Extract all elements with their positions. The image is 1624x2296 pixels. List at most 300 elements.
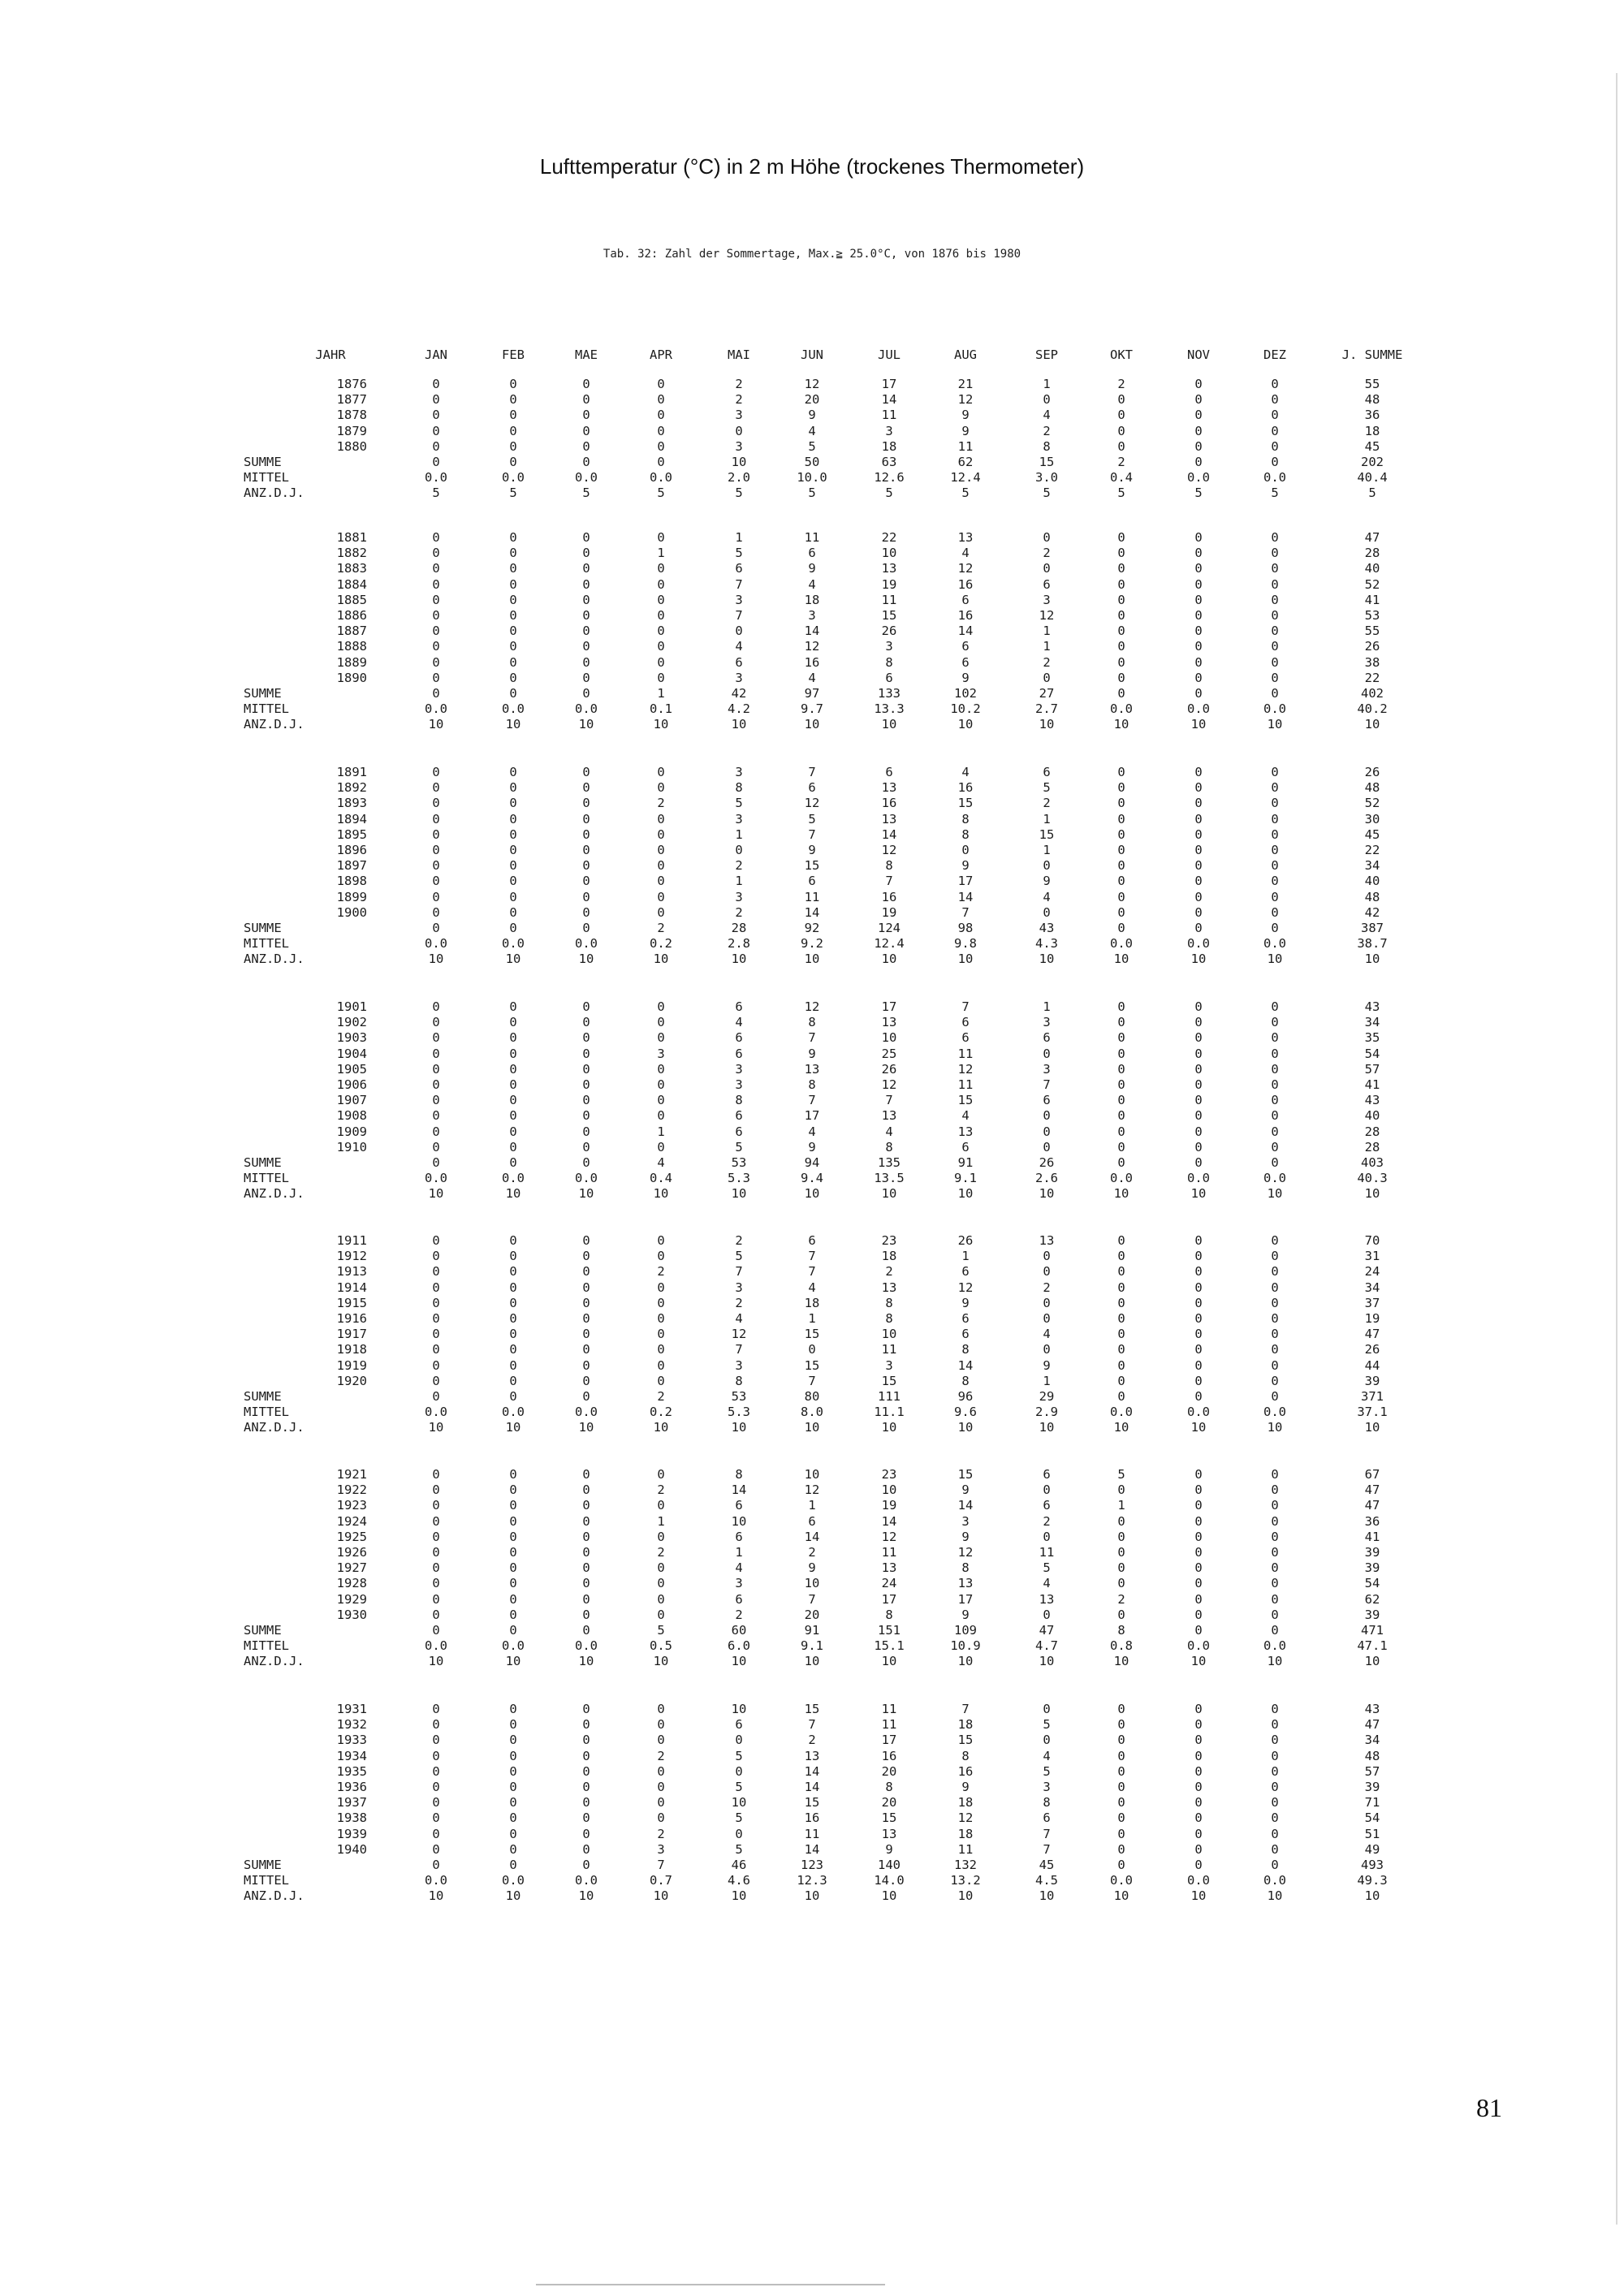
summary-cell-anz: 10 [804,717,820,732]
table-cell: 0 [657,1560,665,1576]
table-cell: 0 [582,1124,590,1139]
table-cell: 0 [1043,1139,1051,1154]
summary-cell-mittel: 2.8 [728,936,750,952]
table-cell: 0 [1194,670,1203,685]
table-cell: 47 [1364,1498,1380,1513]
table-cell: 0 [582,1810,590,1826]
year-cell: 1939 [336,1826,367,1841]
table-cell: 48 [1364,1748,1380,1763]
table-cell: 1 [808,1498,816,1513]
table-cell: 0 [657,392,665,408]
table-cell: 0 [1117,1795,1125,1810]
table-cell: 2 [657,1748,665,1763]
table-cell: 3 [735,1280,743,1295]
table-cell: 6 [808,874,816,889]
table-cell: 0 [582,392,590,408]
table-cell: 6 [735,1717,743,1733]
table-cell: 4 [735,1015,743,1030]
table-cell: 6 [735,1108,743,1124]
summary-cell-mittel: 0.0 [425,1638,447,1654]
table-cell: 10 [804,1467,820,1482]
table-cell: 0 [1194,1357,1203,1373]
table-cell: 0 [582,1576,590,1591]
table-cell: 18 [881,1249,897,1264]
table-cell: 7 [808,1717,816,1733]
table-cell: 7 [808,765,816,779]
table-cell: 6 [961,1327,970,1342]
table-cell: 0 [432,1748,440,1763]
table-cell: 0 [432,1780,440,1794]
table-cell: 15 [881,1373,897,1388]
table-cell: 0 [582,796,590,811]
table-cell: 12 [881,1077,897,1092]
table-cell: 0 [1117,1030,1125,1046]
table-cell: 0 [1271,377,1279,391]
table-cell: 8 [885,1295,893,1310]
table-cell: 3 [657,1841,665,1857]
table-cell: 0 [509,408,517,423]
table-cell: 55 [1364,377,1380,391]
summary-cell-anz: 10 [653,1186,669,1202]
table-cell: 0 [1117,639,1125,654]
table-cell: 0 [509,843,517,857]
summary-cell-anz: 10 [1267,1186,1283,1202]
table-cell: 2 [735,1607,743,1622]
table-cell: 0 [1117,1093,1125,1108]
table-cell: 0 [432,1077,440,1092]
table-cell: 0 [509,874,517,889]
table-cell: 0 [1271,654,1279,670]
summary-cell-summe: 151 [878,1623,901,1638]
table-cell: 0 [1271,1108,1279,1124]
summary-cell-summe: 42 [731,686,747,701]
year-cell: 1934 [336,1748,367,1763]
summary-cell-mittel: 0.0 [502,701,525,717]
summary-cell-anz: 10 [1039,1420,1055,1435]
table-cell: 19 [881,576,897,592]
summary-cell-summe: 5 [657,1623,665,1638]
summary-cell-mittel: 13.3 [874,701,905,717]
table-cell: 2 [808,1733,816,1748]
table-cell: 3 [1043,1780,1051,1794]
table-cell: 3 [961,1513,970,1529]
table-cell: 57 [1364,1763,1380,1779]
year-cell: 1891 [336,765,367,779]
table-cell: 0 [1271,1327,1279,1342]
table-cell: 18 [957,1795,974,1810]
table-cell: 0 [1194,1311,1203,1326]
summary-cell-summe: 0 [432,1155,440,1170]
summary-cell-mittel: 0.0 [1263,1405,1286,1420]
table-cell: 0 [657,765,665,779]
table-cell: 6 [961,639,970,654]
table-cell: 6 [1043,1093,1051,1108]
summary-cell-anz: 10 [957,1186,974,1202]
table-cell: 16 [957,576,974,592]
table-cell: 0 [509,1529,517,1544]
table-cell: 0 [1194,1529,1203,1544]
table-cell: 3 [735,1576,743,1591]
summary-cell-summe: 28 [731,921,747,935]
summary-cell-summe: 133 [878,686,901,701]
table-cell: 52 [1364,576,1380,592]
table-cell: 0 [1271,904,1279,920]
table-cell: 0 [582,1607,590,1622]
summary-cell-mittel: 13.5 [874,1171,905,1186]
table-cell: 14 [804,624,820,639]
table-cell: 0 [1271,423,1279,438]
summary-cell-summe: 62 [957,455,974,469]
year-cell: 1926 [336,1545,367,1560]
table-cell: 8 [961,1373,970,1388]
table-cell: 0 [509,1124,517,1139]
table-cell: 0 [1271,796,1279,811]
table-cell: 16 [881,1748,897,1763]
table-cell: 0 [432,1826,440,1841]
summary-cell-summe: 0 [1117,1389,1125,1404]
table-cell: 0 [1194,1077,1203,1092]
table-cell: 15 [804,1357,820,1373]
summary-cell-mittel: 0.0 [502,1638,525,1654]
table-cell: 0 [1194,561,1203,576]
table-cell: 0 [1271,1702,1279,1716]
table-cell: 0 [1117,624,1125,639]
table-cell: 47 [1364,1482,1380,1498]
table-cell: 0 [1194,392,1203,408]
summary-cell-anz: 5 [961,486,970,501]
summary-cell-mittel: 0.0 [1187,1638,1210,1654]
table-cell: 0 [1271,1295,1279,1310]
column-header: SEP [1035,347,1058,362]
table-cell: 0 [657,999,665,1014]
table-cell: 0 [657,1373,665,1388]
summary-label-summe: SUMME [244,1623,282,1638]
table-cell: 8 [808,1077,816,1092]
table-cell: 11 [957,1046,974,1061]
table-cell: 14 [957,624,974,639]
summary-cell-summe: 0 [1271,1623,1279,1638]
summary-cell-mittel: 0.0 [1263,936,1286,952]
table-cell: 5 [1043,1763,1051,1779]
table-cell: 0 [1271,592,1279,607]
table-cell: 4 [1043,1748,1051,1763]
summary-cell-anz: 5 [808,486,816,501]
table-cell: 0 [1117,874,1125,889]
table-cell: 0 [509,1030,517,1046]
table-cell: 8 [735,1467,743,1482]
summary-cell-mittel: 10.0 [797,470,827,486]
table-cell: 0 [1194,377,1203,391]
table-cell: 17 [804,1108,820,1124]
table-cell: 8 [885,1139,893,1154]
summary-cell-anz: 10 [1364,1888,1380,1904]
table-cell: 18 [881,438,897,454]
table-cell: 0 [657,874,665,889]
table-cell: 9 [808,408,816,423]
year-cell: 1902 [336,1015,367,1030]
table-cell: 0 [509,1607,517,1622]
table-cell: 0 [1117,1342,1125,1357]
table-cell: 45 [1364,826,1380,842]
summary-cell-mittel: 40.4 [1357,470,1388,486]
summary-cell-anz: 10 [505,717,521,732]
summary-cell-summe: 0 [1271,686,1279,701]
table-cell: 0 [582,1139,590,1154]
summary-cell-anz: 10 [1190,952,1207,967]
page-number: 81 [1476,2093,1502,2122]
table-cell: 0 [1194,1139,1203,1154]
table-cell: 0 [432,999,440,1014]
table-cell: 0 [657,1357,665,1373]
table-cell: 0 [657,639,665,654]
table-cell: 54 [1364,1046,1380,1061]
table-cell: 0 [509,1763,517,1779]
summary-cell-anz: 5 [582,486,590,501]
table-cell: 41 [1364,1529,1380,1544]
table-cell: 10 [731,1795,747,1810]
summary-cell-mittel: 0.0 [1187,1171,1210,1186]
summary-label-mittel: MITTEL [244,1638,289,1654]
table-cell: 0 [1117,654,1125,670]
table-cell: 9 [1043,874,1051,889]
table-cell: 0 [1271,576,1279,592]
table-cell: 8 [808,1015,816,1030]
table-cell: 15 [957,796,974,811]
year-cell: 1897 [336,858,367,874]
summary-label-summe: SUMME [244,1389,282,1404]
summary-cell-summe: 0 [432,1858,440,1872]
table-cell: 10 [804,1576,820,1591]
table-cell: 3 [885,1357,893,1373]
table-cell: 0 [1194,1733,1203,1748]
table-cell: 8 [885,858,893,874]
table-cell: 0 [509,1576,517,1591]
summary-cell-summe: 43 [1039,921,1055,935]
table-cell: 0 [657,1810,665,1826]
summary-cell-anz: 10 [1267,952,1283,967]
table-cell: 8 [885,1311,893,1326]
table-cell: 0 [582,1249,590,1264]
table-cell: 0 [1271,608,1279,623]
table-cell: 2 [657,1826,665,1841]
table-cell: 3 [735,438,743,454]
table-cell: 0 [657,1295,665,1310]
summary-cell-summe: 0 [1194,1155,1203,1170]
table-cell: 0 [1271,1015,1279,1030]
table-cell: 23 [881,1233,897,1248]
table-cell: 0 [1043,1311,1051,1326]
summary-label-mittel: MITTEL [244,936,289,952]
summary-cell-summe: 2 [1117,455,1125,469]
table-cell: 0 [432,1513,440,1529]
year-cell: 1889 [336,654,367,670]
summary-cell-anz: 10 [1364,1654,1380,1669]
year-cell: 1907 [336,1093,367,1108]
summary-cell-anz: 10 [1190,1654,1207,1669]
table-cell: 9 [885,1841,893,1857]
summary-label-mittel: MITTEL [244,470,289,486]
year-cell: 1925 [336,1529,367,1544]
table-cell: 0 [1194,608,1203,623]
table-cell: 0 [509,1015,517,1030]
table-cell: 0 [1194,1748,1203,1763]
table-cell: 8 [961,1560,970,1576]
table-cell: 0 [582,624,590,639]
table-cell: 0 [1194,1124,1203,1139]
table-cell: 0 [1117,1373,1125,1388]
summary-label-summe: SUMME [244,455,282,469]
table-cell: 0 [1271,1560,1279,1576]
summary-cell-summe: 63 [881,455,897,469]
summary-cell-anz: 5 [509,486,517,501]
summary-cell-mittel: 4.6 [728,1873,750,1888]
summary-cell-anz: 5 [1043,486,1051,501]
table-cell: 11 [804,530,820,545]
table-cell: 0 [1043,1482,1051,1498]
table-cell: 26 [1364,765,1380,779]
table-cell: 14 [731,1482,747,1498]
table-cell: 0 [1194,1841,1203,1857]
table-cell: 3 [657,1046,665,1061]
table-cell: 0 [432,592,440,607]
table-cell: 0 [432,1373,440,1388]
table-cell: 0 [657,438,665,454]
table-cell: 0 [509,1311,517,1326]
table-cell: 0 [1117,1560,1125,1576]
page-title: Lufttemperatur (°C) in 2 m Höhe (trockenes Thermometer) [539,154,1085,179]
table-cell: 71 [1364,1795,1380,1810]
summary-cell-mittel: 0.0 [1263,1638,1286,1654]
table-cell: 0 [1117,1233,1125,1248]
table-cell: 0 [509,1841,517,1857]
table-cell: 0 [1117,1545,1125,1560]
table-cell: 0 [657,1529,665,1544]
table-cell: 0 [582,1717,590,1733]
summary-cell-anz: 10 [653,952,669,967]
year-cell: 1884 [336,576,367,592]
table-cell: 51 [1364,1826,1380,1841]
table-cell: 14 [957,1498,974,1513]
table-cell: 26 [1364,639,1380,654]
table-cell: 4 [735,1311,743,1326]
table-cell: 18 [804,1295,820,1310]
table-cell: 0 [657,1015,665,1030]
summary-cell-summe: 26 [1039,1155,1055,1170]
table-cell: 0 [1194,546,1203,561]
year-cell: 1899 [336,889,367,904]
year-cell: 1913 [336,1264,367,1280]
table-cell: 0 [509,1467,517,1482]
table-cell: 11 [957,438,974,454]
summary-cell-mittel: 0.0 [502,1405,525,1420]
table-cell: 0 [509,1748,517,1763]
table-cell: 16 [804,1810,820,1826]
table-cell: 7 [808,1093,816,1108]
table-cell: 0 [1194,765,1203,779]
summary-cell-summe: 10 [731,455,747,469]
table-cell: 0 [509,1795,517,1810]
table-cell: 0 [657,1093,665,1108]
table-cell: 0 [509,377,517,391]
summary-cell-anz: 5 [885,486,893,501]
table-cell: 4 [1043,1327,1051,1342]
summary-cell-summe: 0 [432,686,440,701]
summary-cell-anz: 10 [1364,952,1380,967]
table-cell: 6 [961,1139,970,1154]
summary-cell-anz: 10 [428,1888,444,1904]
table-cell: 0 [1043,1249,1051,1264]
table-cell: 0 [1117,796,1125,811]
table-cell: 0 [582,1327,590,1342]
table-cell: 0 [1043,1607,1051,1622]
table-cell: 24 [881,1576,897,1591]
table-cell: 0 [509,1357,517,1373]
table-cell: 9 [961,1529,970,1544]
table-cell: 3 [885,423,893,438]
summary-cell-mittel: 0.0 [575,1873,598,1888]
summary-cell-anz: 10 [653,1654,669,1669]
table-cell: 0 [432,438,440,454]
summary-cell-summe: 123 [801,1858,823,1872]
year-cell: 1935 [336,1763,367,1779]
summary-cell-summe: 2 [657,921,665,935]
summary-cell-summe: 0 [1117,686,1125,701]
table-cell: 0 [1271,1810,1279,1826]
table-cell: 3 [1043,1015,1051,1030]
summary-cell-mittel: 0.0 [1263,470,1286,486]
table-cell: 0 [1194,1576,1203,1591]
summary-cell-anz: 10 [1190,1420,1207,1435]
table-cell: 0 [1194,1327,1203,1342]
table-cell: 0 [1194,639,1203,654]
table-cell: 0 [1194,874,1203,889]
table-cell: 0 [1194,1780,1203,1794]
summary-cell-anz: 10 [578,952,594,967]
column-header: APR [650,347,672,362]
table-cell: 36 [1364,1513,1380,1529]
table-cell: 0 [1194,1560,1203,1576]
table-cell: 0 [582,858,590,874]
table-cell: 12 [804,1482,820,1498]
table-cell: 35 [1364,1030,1380,1046]
table-cell: 0 [1043,561,1051,576]
table-cell: 26 [957,1233,974,1248]
table-cell: 0 [1194,1763,1203,1779]
table-cell: 2 [1043,1513,1051,1529]
table-cell: 0 [432,1030,440,1046]
table-cell: 0 [582,1357,590,1373]
table-cell: 0 [1117,780,1125,796]
table-cell: 16 [957,608,974,623]
table-cell: 0 [1117,1015,1125,1030]
table-cell: 0 [432,1249,440,1264]
table-cell: 8 [885,1780,893,1794]
table-cell: 2 [657,1482,665,1498]
table-cell: 40 [1364,561,1380,576]
year-cell: 1878 [336,408,367,423]
table-cell: 5 [1043,1717,1051,1733]
summary-cell-anz: 10 [578,1420,594,1435]
summary-cell-mittel: 0.0 [1263,1873,1286,1888]
summary-cell-mittel: 2.7 [1035,701,1058,717]
table-cell: 0 [1194,1545,1203,1560]
summary-cell-mittel: 0.0 [1110,1405,1133,1420]
table-cell: 0 [432,1560,440,1576]
table-cell: 0 [582,999,590,1014]
table-cell: 0 [582,874,590,889]
summary-cell-anz: 10 [881,1888,897,1904]
table-cell: 0 [432,1576,440,1591]
